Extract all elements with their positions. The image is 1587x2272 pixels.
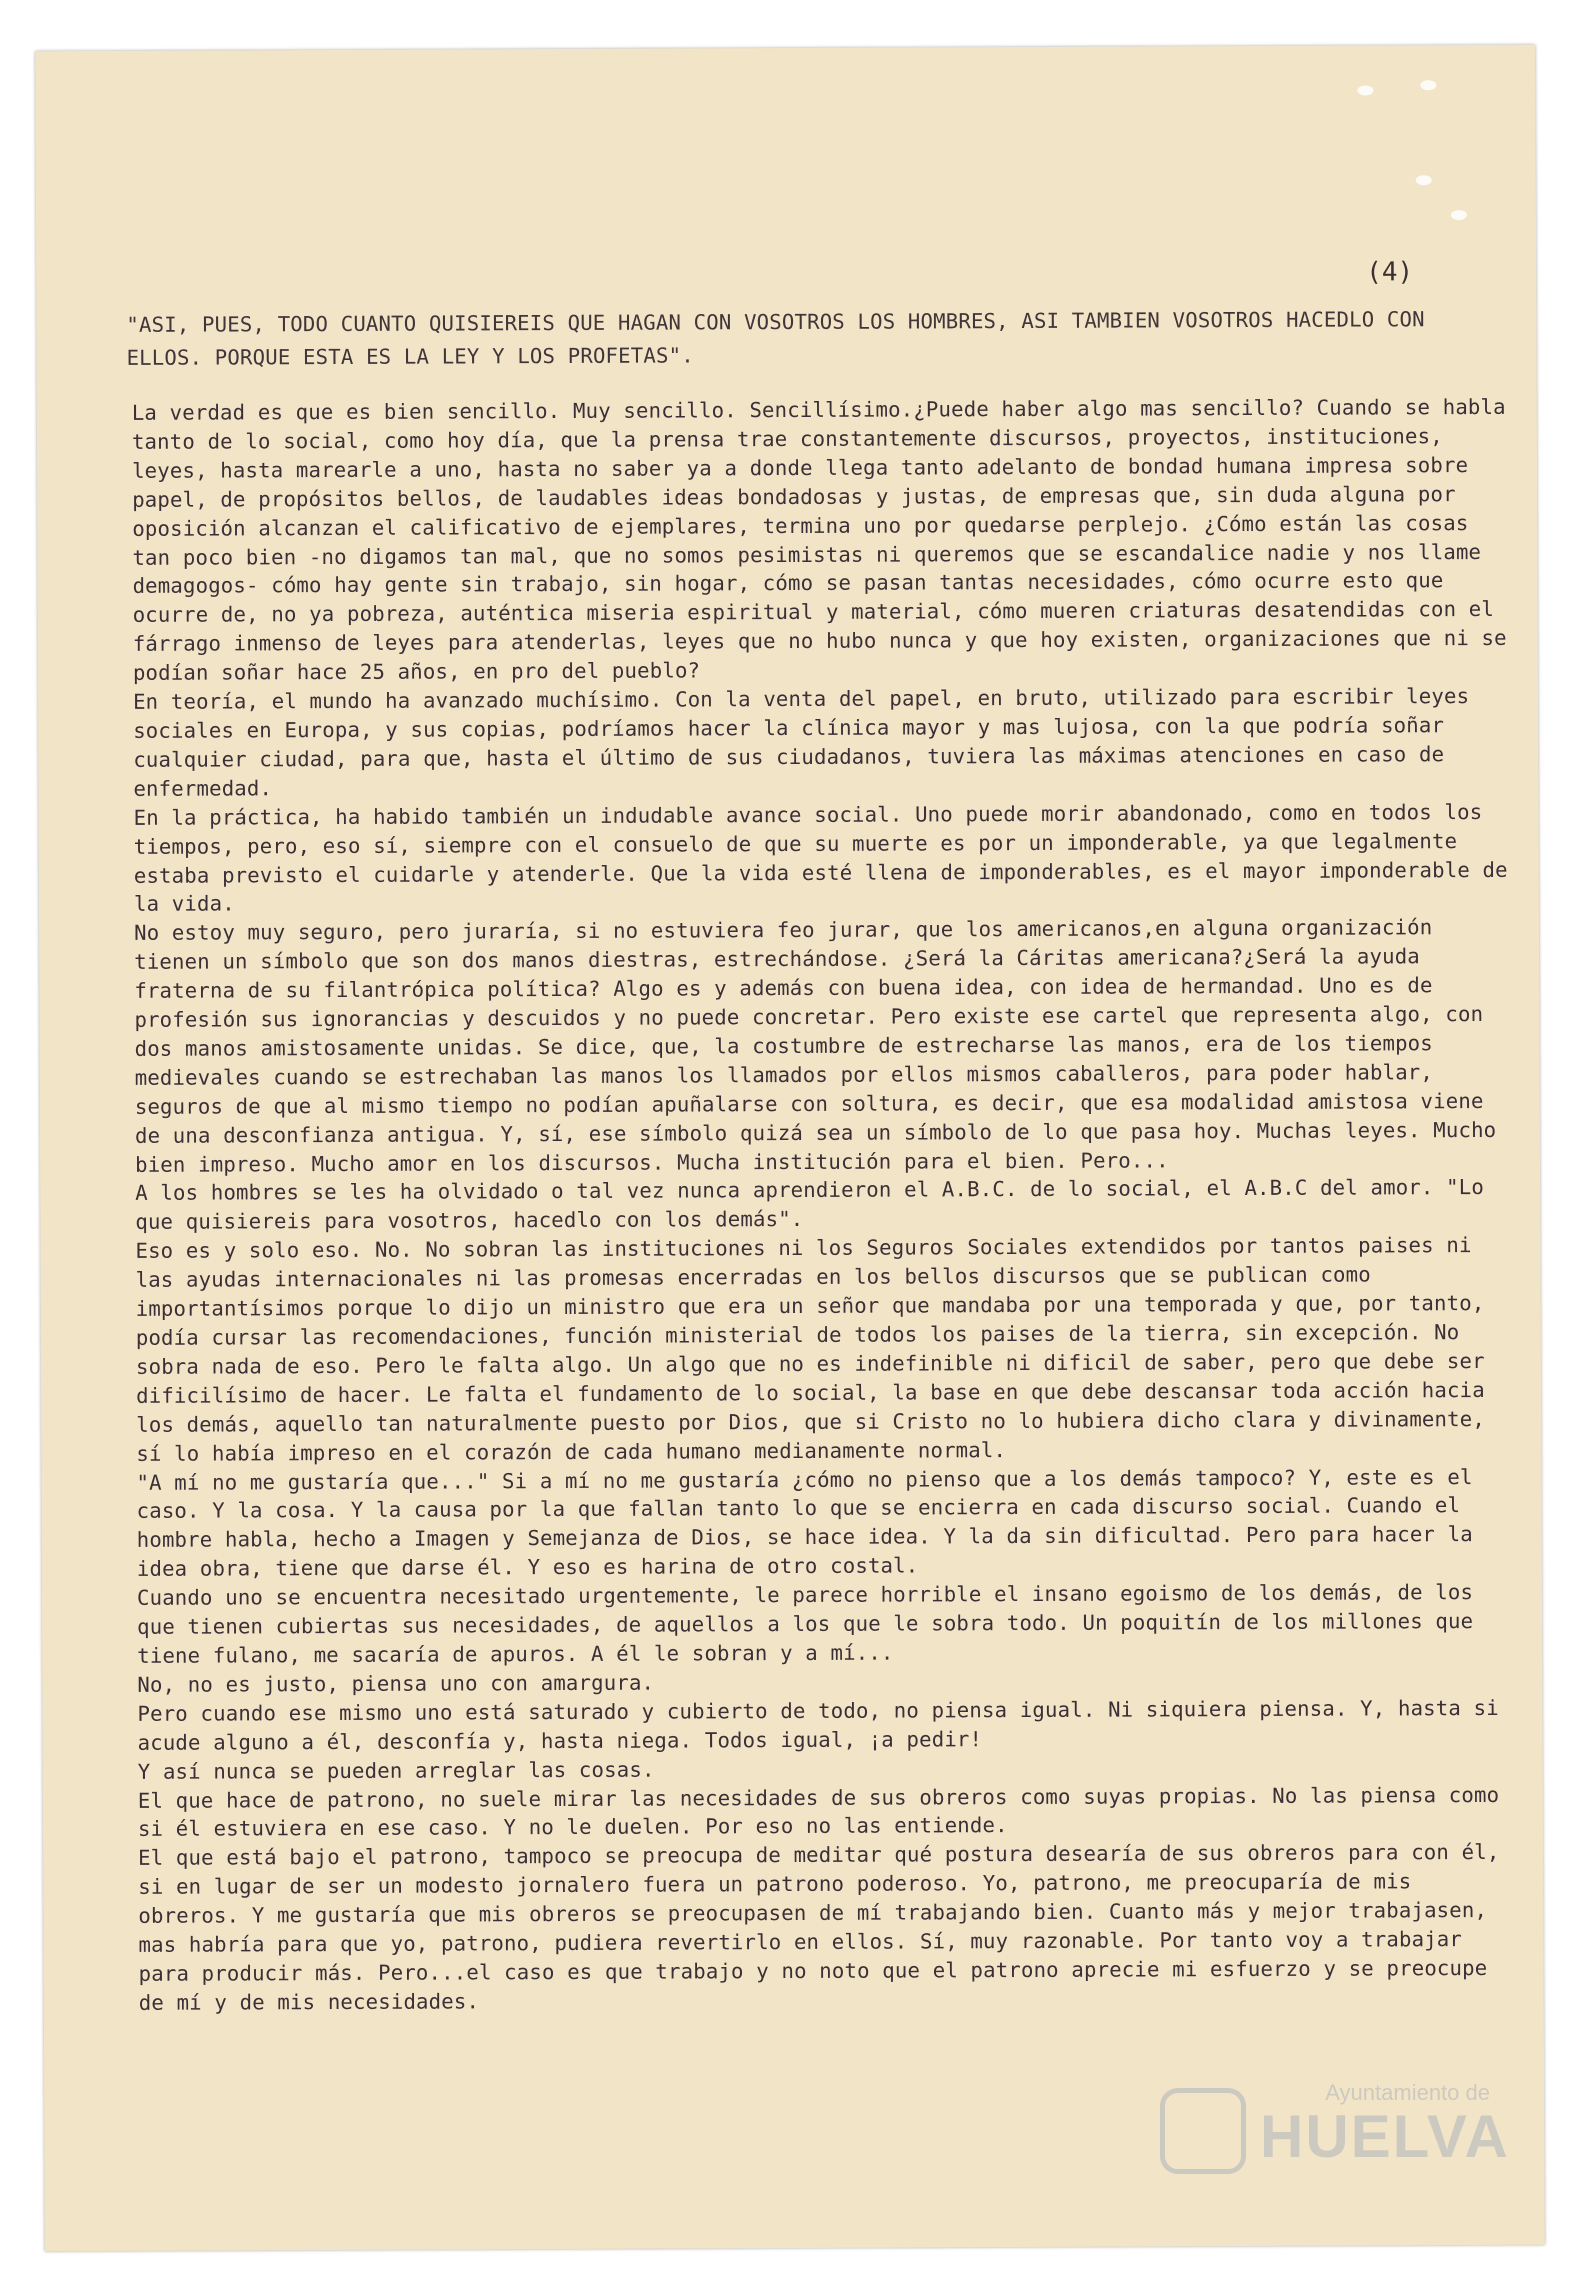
paragraph: En la práctica, ha habido también un indudable avance social. Uno puede morir abandonado, como en todos los tiempos, pero, eso sí, siempre con el consuelo de que su muerte es por un imponderable, ya que legalmente estaba previsto el cuidarle y atenderle. Que la vida esté llena de imponderables, es el mayor imponderable de la vida. bbox=[133, 799, 1508, 917]
punch-hole bbox=[1357, 85, 1373, 95]
paragraph: Eso es y solo eso. No. No sobran las instituciones ni los Seguros Sociales extendidos por tantos paises ni las ayudas internacionales ni las promesas encerradas en los bellos discursos que se publican como importantísimos porque lo dijo un ministro que era un señor que mandaba por una temporada y que, por tanto, podía cursar las recomendaciones, función ministerial de todos los paises de la tierra, sin excepción. No sobra nada de eso. Pero le falta algo. Un algo que no es indefinible ni dificil de saber, pero que debe ser dificilísimo de hacer. Le falta el fundamento de lo social, la base en que debe descansar toda acción hacia los demás, aquello tan naturalmente puesto por Dios, que si Cristo no lo hubiera dicho clara y divinamente, sí lo había impreso en el corazón de cada humano medianamente normal. bbox=[135, 1233, 1485, 1466]
paragraph: Pero cuando ese mismo uno está saturado y cubierto de todo, no piensa igual. Ni siquiera piensa. Y, hasta si acude alguno a él, desconfía y, hasta niega. Todos igual, ¡a pedir! bbox=[137, 1695, 1499, 1755]
typewritten-page bbox=[35, 45, 1545, 2252]
paragraph: El que hace de patrono, no suele mirar las necesidades de sus obreros como suyas propias. No las piensa como si él estuviera en ese caso. Y no le duelen. Por eso no las entiende. bbox=[137, 1782, 1500, 1842]
archive-watermark bbox=[1160, 2080, 1510, 2190]
paragraph: A los hombres se les ha olvidado o tal vez nunca aprendieron el A.B.C. de lo social, el A.B.C del amor. "Lo que quisiereis para vosotros, hacedlo con los demás". bbox=[135, 1175, 1484, 1235]
paragraph: No estoy muy seguro, pero juraría, si no estuviera feo jurar, que los americanos,en alguna organización tienen un símbolo que son dos manos diestras, estrechándose. ¿Será la Cáritas americana?¿Será la ayuda fraterna de su filantrópica política? Algo es y además con buena idea, con idea de hermandad. Uno es de profesión sus ignorancias y descuidos y no puede concretar. Pero existe ese cartel que representa algo, con dos manos amistosamente unidas. Se dice, que, la costumbre de estrecharse las manos, era de los tiempos medievales cuando se estrechaban las manos los llamados por ellos mismos caballeros, para poder hablar, seguros de que al mismo tiempo no podían apuñalarse con soltura, es decir, que esa modalidad amistosa viene de una desconfianza antigua. Y, sí, ese símbolo quizá sea un símbolo de lo que pasa hoy. Muchas leyes. Mucho bien impreso. Mucho amor en los discursos. Mucha institución para el bien. Pero... bbox=[134, 915, 1497, 1177]
paragraph: Cuando uno se encuentra necesitado urgentemente, le parece horrible el insano egoismo de los demás, de los que tienen cubiertas sus necesidades, de aquellos a los que le sobra todo. Un poquitín de los millones que tiene fulano, me sacaría de apuros. A él le sobran y a mí... bbox=[136, 1580, 1474, 1668]
paragraph: En teoría, el mundo ha avanzado muchísimo. Con la venta del papel, en bruto, utilizado para escribir leyes sociales en Europa, y sus copias, podríamos hacer la clínica mayor y mas lujosa, con la que podría soñar cualquier ciudad, para que, hasta el último de sus ciudadanos, tuviera las máximas atenciones en caso de enfermedad. bbox=[132, 684, 1470, 801]
punch-hole bbox=[1420, 80, 1436, 90]
paragraph: No, no es justo, piensa uno con amargura. bbox=[137, 1670, 655, 1697]
punch-hole bbox=[1451, 210, 1467, 220]
page-number: (4) bbox=[1366, 257, 1414, 288]
watermark-line1: Ayuntamiento de bbox=[1325, 2080, 1490, 2105]
paragraph: La verdad es que es bien sencillo. Muy sencillo. Sencillísimo.¿Puede haber algo mas sencillo? Cuando se habla tanto de lo social, como hoy día, que la prensa trae constantemente discursos, proyectos, instituciones, leyes, hasta marearle a uno, hasta no saber ya a donde llega tanto adelanto de bondad humana impresa sobre papel, de propósitos bellos, de laudables ideas bondadosas y justas, de empresas que, sin duda alguna por oposición alcanzan el calificativo de ejemplares, termina uno por quedarse perplejo. ¿Cómo están las cosas tan poco bien -no digamos tan mal, que no somos pesimistas ni queremos que se escandalice nadie y nos llame demagogos- cómo hay gente sin trabajo, sin hogar, cómo se pasan tantas necesidades, cómo ocurre esto que ocurre de, no ya pobreza, auténtica miseria espiritual y material, cómo mueren criaturas desatendidas con el fárrago inmenso de leyes para atenderlas, leyes que no hubo nunca y que hoy existen, organizaciones que ni se podían soñar hace 25 años, en pro del pueblo? bbox=[131, 394, 1507, 686]
body-text bbox=[132, 393, 1519, 2018]
quote-heading: "ASI, PUES, TODO CUANTO QUISIEREIS QUE HAGAN CON VOSOTROS LOS HOMBRES, ASI TAMBIEN VOSOTROS HACEDLO CON ELLOS. PORQUE ESTA ES LA LEY Y LOS PROFETAS". bbox=[126, 307, 1425, 370]
watermark-line2: HUELVA bbox=[1260, 2103, 1510, 2170]
paragraph: El que está bajo el patrono, tampoco se preocupa de meditar qué postura desearía de sus obreros para con él, si en lugar de ser un modesto jornalero fuera un patrono poderoso. Yo, patrono, me preocuparía de mis obreros. Y me gustaría que mis obreros se preocupasen de mí trabajando bien. Cuanto más y mejor trabajasen, mas habría para que yo, patrono, pudiera revertirlo en ellos. Sí, muy razonable. Por tanto voy a trabajar para producir más. Pero...el caso es que trabajo y no noto que el patrono aprecie mi esfuerzo y se preocupe de mí y de mis necesidades. bbox=[138, 1840, 1500, 2015]
paragraph: Y así nunca se pueden arreglar las cosas. bbox=[137, 1757, 655, 1784]
paragraph: "A mí no me gustaría que..." Si a mí no me gustaría ¿cómo no pienso que a los demás tampoco? Y, este es el caso. Y la cosa. Y la causa por la que fallan tanto lo que se encierra en cada discurso social. Cuando el hombre habla, hecho a Imagen y Semejanza de Dios, se hace idea. Y la da sin dificultad. Pero para hacer la idea obra, tiene que darse él. Y eso es harina de otro costal. bbox=[136, 1464, 1473, 1582]
punch-hole bbox=[1416, 175, 1432, 185]
watermark-logo-icon bbox=[1160, 2088, 1246, 2174]
watermark-text bbox=[1260, 2080, 1510, 2170]
